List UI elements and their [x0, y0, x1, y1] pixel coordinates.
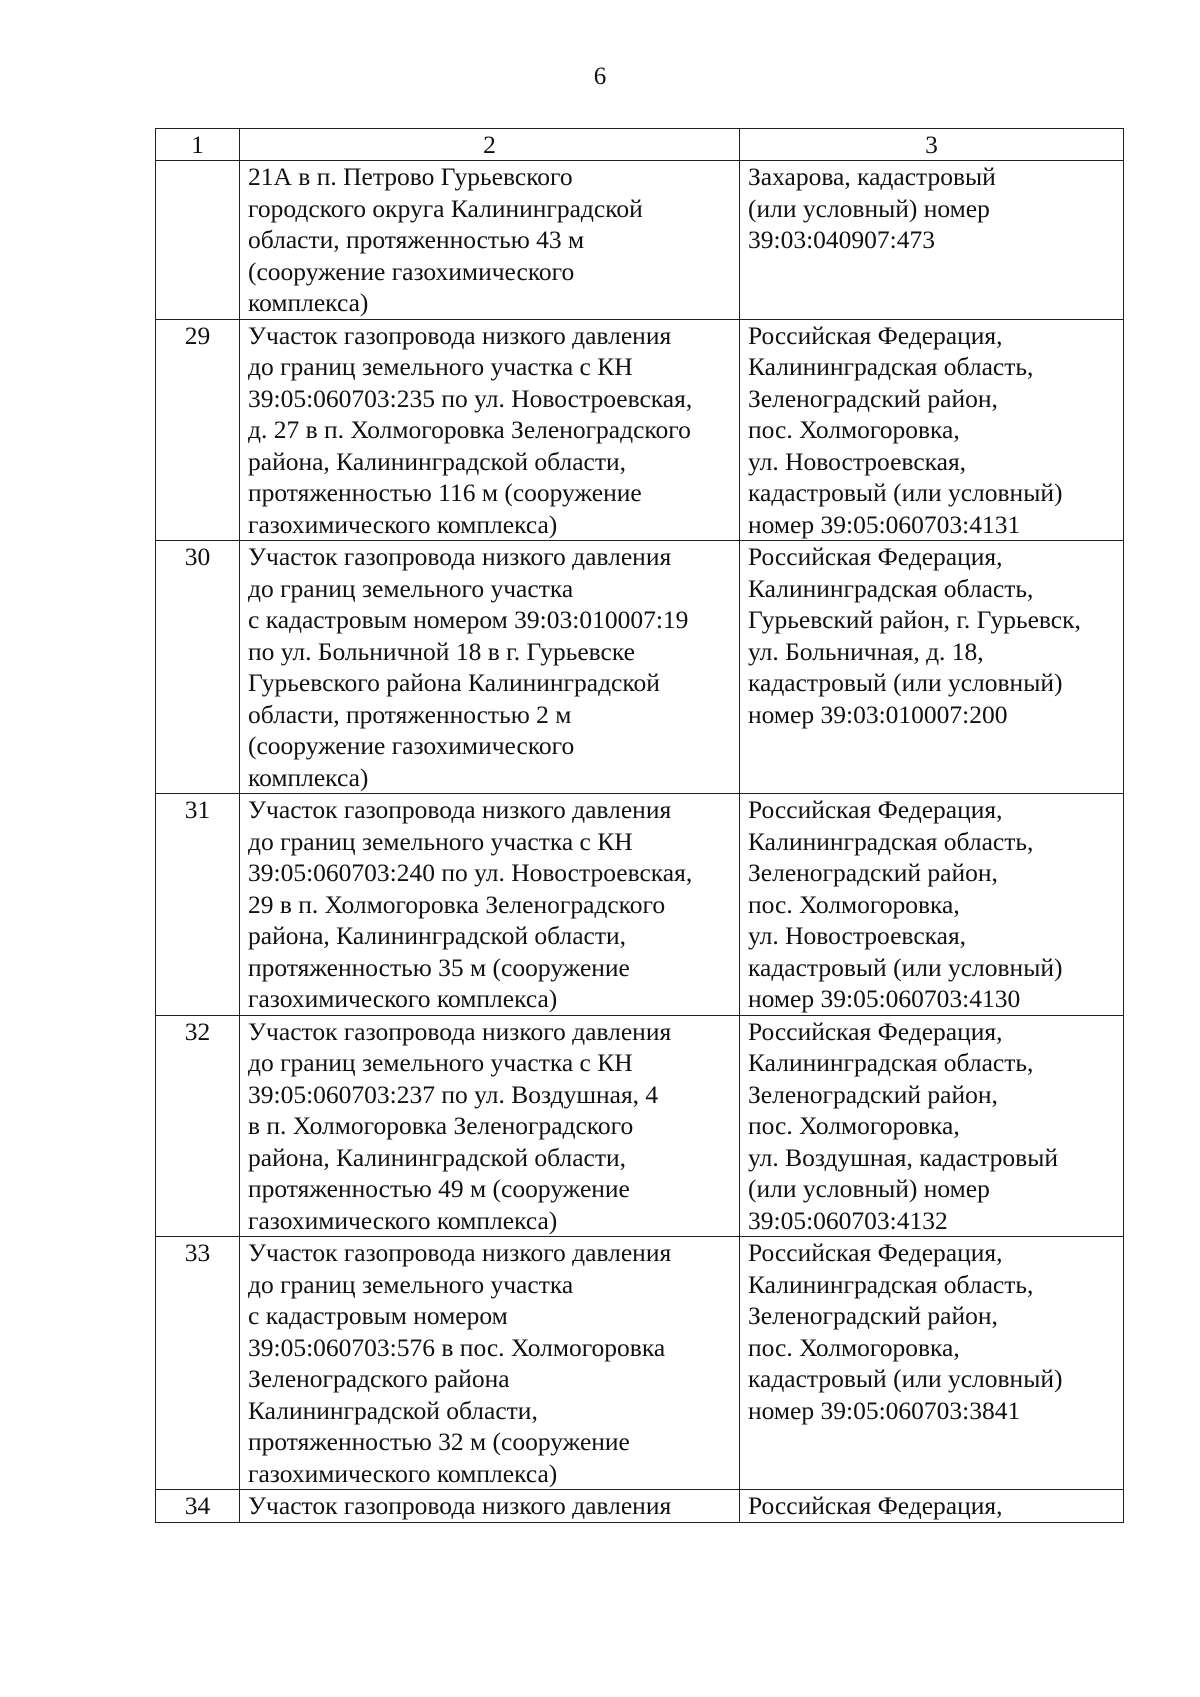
- row-number: 31: [156, 794, 240, 1016]
- table-row: [156, 1490, 1124, 1523]
- table-row: [156, 1015, 1124, 1237]
- row-location: [740, 1015, 1124, 1237]
- location-text: Российская Федерация, Калининградская область, Зеленоградский район, пос. Холмогоровка, ул. Новостроевская, кадастровый (или условный) номер 39:05:060703:4131: [748, 320, 1063, 539]
- row-number: 29: [156, 319, 240, 541]
- row-description: [240, 794, 740, 1016]
- table-header: [156, 129, 1124, 161]
- row-location: [740, 541, 1124, 794]
- description-text: Участок газопровода низкого давления до границ земельного участка с кадастровым номером 39:05:060703:576 в пос. Холмогоровка Зеленоградского района Калининградской области, протяженностью 32 м (сооружение газохимического комплекса): [248, 1238, 672, 1488]
- row-location: [740, 1237, 1124, 1490]
- column-header-3: 3: [740, 129, 1124, 161]
- row-location: [740, 1490, 1124, 1523]
- objects-table: [155, 128, 1124, 1523]
- row-description: [240, 161, 740, 320]
- table-body: [156, 161, 1124, 1523]
- table-row: [156, 794, 1124, 1016]
- table-header-row: [156, 129, 1124, 161]
- page-number: 6: [593, 63, 607, 90]
- location-text: Захарова, кадастровый (или условный) номер 39:03:040907:473: [748, 162, 996, 254]
- location-text: Российская Федерация,: [748, 1491, 1003, 1520]
- location-text: Российская Федерация, Калининградская область, Гурьевский район, г. Гурьевск, ул. Больничная, д. 18, кадастровый (или условный) номер 39:03:010007:200: [748, 542, 1081, 729]
- column-header-2: 2: [240, 129, 740, 161]
- row-location: [740, 794, 1124, 1016]
- column-header-1: 1: [156, 129, 240, 161]
- description-text: Участок газопровода низкого давления до границ земельного участка с КН 39:05:060703:240 по ул. Новостроевская, 29 в п. Холмогоровка Зеленоградского района, Калининградской области, протяженностью 35 м (сооружение газохимического комплекса): [248, 795, 693, 1013]
- description-text: Участок газопровода низкого давления до границ земельного участка с кадастровым номером 39:03:010007:19 по ул. Больничной 18 в г. Гурьевске Гурьевского района Калининградской области, протяженностью 2 м (сооружение газохимического комплекса): [248, 542, 689, 792]
- row-location: [740, 319, 1124, 541]
- table-row: [156, 319, 1124, 541]
- row-number: 34: [156, 1490, 240, 1523]
- location-text: Российская Федерация, Калининградская область, Зеленоградский район, пос. Холмогоровка, ул. Воздушная, кадастровый (или условный) номер 39:05:060703:4132: [748, 1016, 1058, 1235]
- row-number: 30: [156, 541, 240, 794]
- table-row: [156, 161, 1124, 320]
- table-row: [156, 541, 1124, 794]
- row-number: [156, 161, 240, 320]
- row-description: [240, 1015, 740, 1237]
- row-description: [240, 319, 740, 541]
- row-description: [240, 1490, 740, 1523]
- location-text: Российская Федерация, Калининградская область, Зеленоградский район, пос. Холмогоровка, ул. Новостроевская, кадастровый (или условный) номер 39:05:060703:4130: [748, 795, 1063, 1013]
- description-text: Участок газопровода низкого давления до границ земельного участка с КН 39:05:060703:237 по ул. Воздушная, 4 в п. Холмогоровка Зеленоградского района, Калининградской области, протяженностью 49 м (сооружение газохимического комплекса): [248, 1016, 672, 1235]
- description-text: Участок газопровода низкого давления: [248, 1491, 672, 1520]
- description-text: 21А в п. Петрово Гурьевского городского округа Калининградской области, протяженностью 43 м (сооружение газохимического комплекса): [248, 162, 643, 317]
- description-text: Участок газопровода низкого давления до границ земельного участка с КН 39:05:060703:235 по ул. Новостроевская, д. 27 в п. Холмогоровка Зеленоградского района, Калининградской области, протяженностью 116 м (сооружение газохимического комплекса): [248, 320, 693, 539]
- row-number: 33: [156, 1237, 240, 1490]
- location-text: Российская Федерация, Калининградская область, Зеленоградский район, пос. Холмогоровка, кадастровый (или условный) номер 39:05:060703:3841: [748, 1238, 1063, 1425]
- row-location: [740, 161, 1124, 320]
- row-description: [240, 541, 740, 794]
- table-row: [156, 1237, 1124, 1490]
- row-number: 32: [156, 1015, 240, 1237]
- row-description: [240, 1237, 740, 1490]
